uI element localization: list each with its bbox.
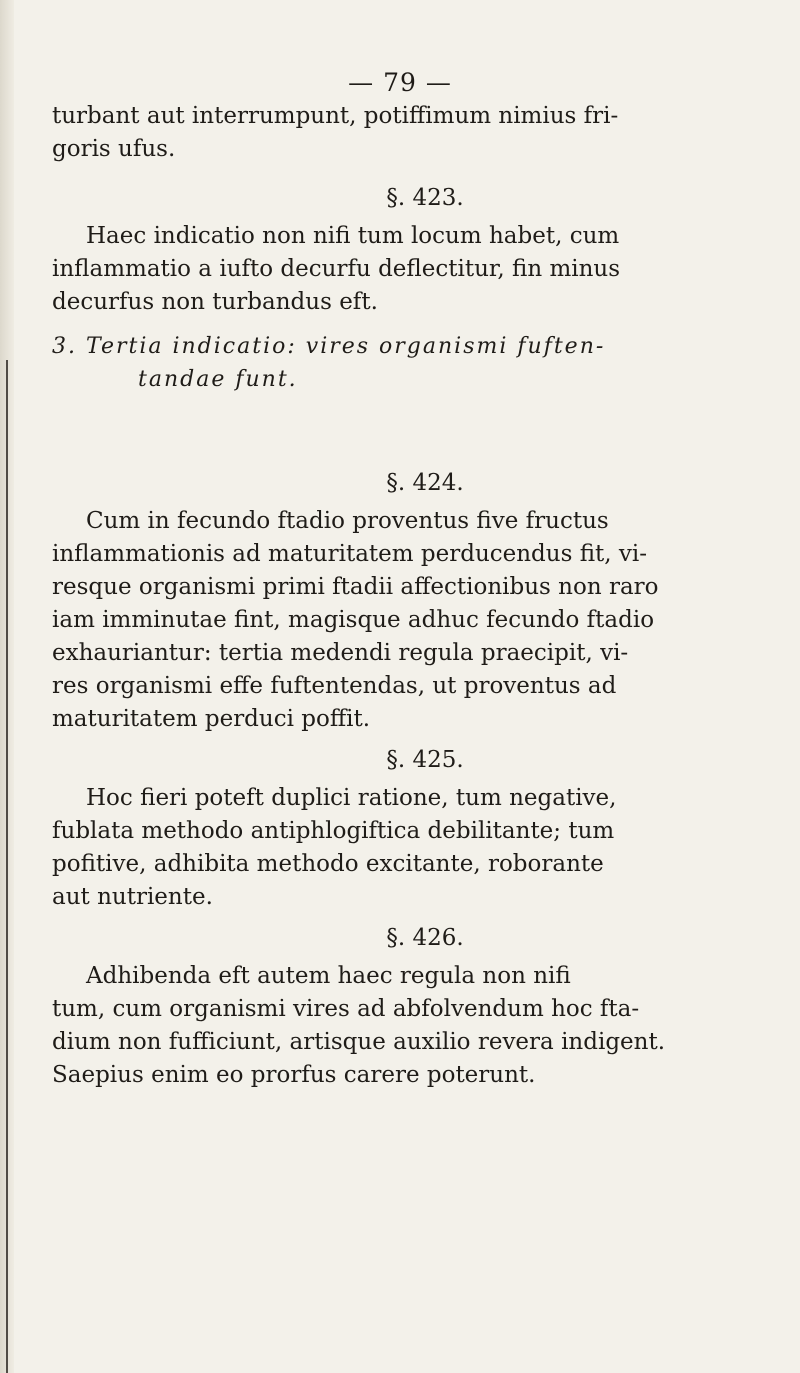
text-line: goris ufus. — [52, 136, 176, 162]
heading-line: tandae funt. — [138, 367, 298, 392]
text-line: exhauriantur: tertia medendi regula praecipit, vi- — [52, 640, 629, 666]
section-number-423: §. 423. — [386, 185, 464, 211]
text-line: res organismi effe fuftentendas, ut proventus ad — [52, 673, 617, 699]
text-line: Saepius enim eo prorfus carere poterunt. — [52, 1062, 536, 1088]
paragraph-424 — [52, 505, 752, 736]
section-number-425: §. 425. — [386, 747, 464, 773]
gutter-line — [6, 360, 8, 1373]
text-line: fublata methodo antiphlogiftica debilitante; tum — [52, 818, 615, 844]
section-number-426: §. 426. — [386, 925, 464, 951]
text-line: maturitatem perduci poffit. — [52, 706, 371, 732]
text-line: iam imminutae fint, magisque adhuc fecundo ftadio — [52, 607, 655, 633]
paragraph-423 — [52, 220, 752, 319]
text-line: dium non fufficiunt, artisque auxilio revera indigent. — [52, 1029, 666, 1055]
heading-line: 3. Tertia indicatio: vires organismi fuften- — [52, 334, 606, 359]
text-line: pofitive, adhibita methodo excitante, roborante — [52, 851, 604, 877]
text-line: Cum in fecundo ftadio proventus five fructus — [86, 508, 609, 534]
paragraph-425 — [52, 782, 752, 914]
text-line: Haec indicatio non nifi tum locum habet, cum — [86, 223, 620, 249]
page-number: — 79 — — [348, 68, 452, 97]
text-line: aut nutriente. — [52, 884, 213, 910]
text-line: Hoc fieri poteft duplici ratione, tum negative, — [86, 785, 617, 811]
text-line: decurfus non turbandus eft. — [52, 289, 378, 315]
text-line: inflammationis ad maturitatem perducendus fit, vi- — [52, 541, 648, 567]
text-line: inflammatio a iufto decurfu deflectitur, fin minus — [52, 256, 621, 282]
text-line: Adhibenda eft autem haec regula non nifi — [86, 963, 571, 989]
text-line: turbant aut interrumpunt, potiffimum nimius fri- — [52, 103, 619, 129]
paragraph-426 — [52, 960, 752, 1092]
intro-paragraph — [52, 100, 752, 166]
heading-tertia-indicatio — [52, 330, 752, 396]
section-number-424: §. 424. — [386, 470, 464, 496]
text-line: tum, cum organismi vires ad abfolvendum hoc fta- — [52, 996, 640, 1022]
text-line: resque organismi primi ftadii affectionibus non raro — [52, 574, 659, 600]
